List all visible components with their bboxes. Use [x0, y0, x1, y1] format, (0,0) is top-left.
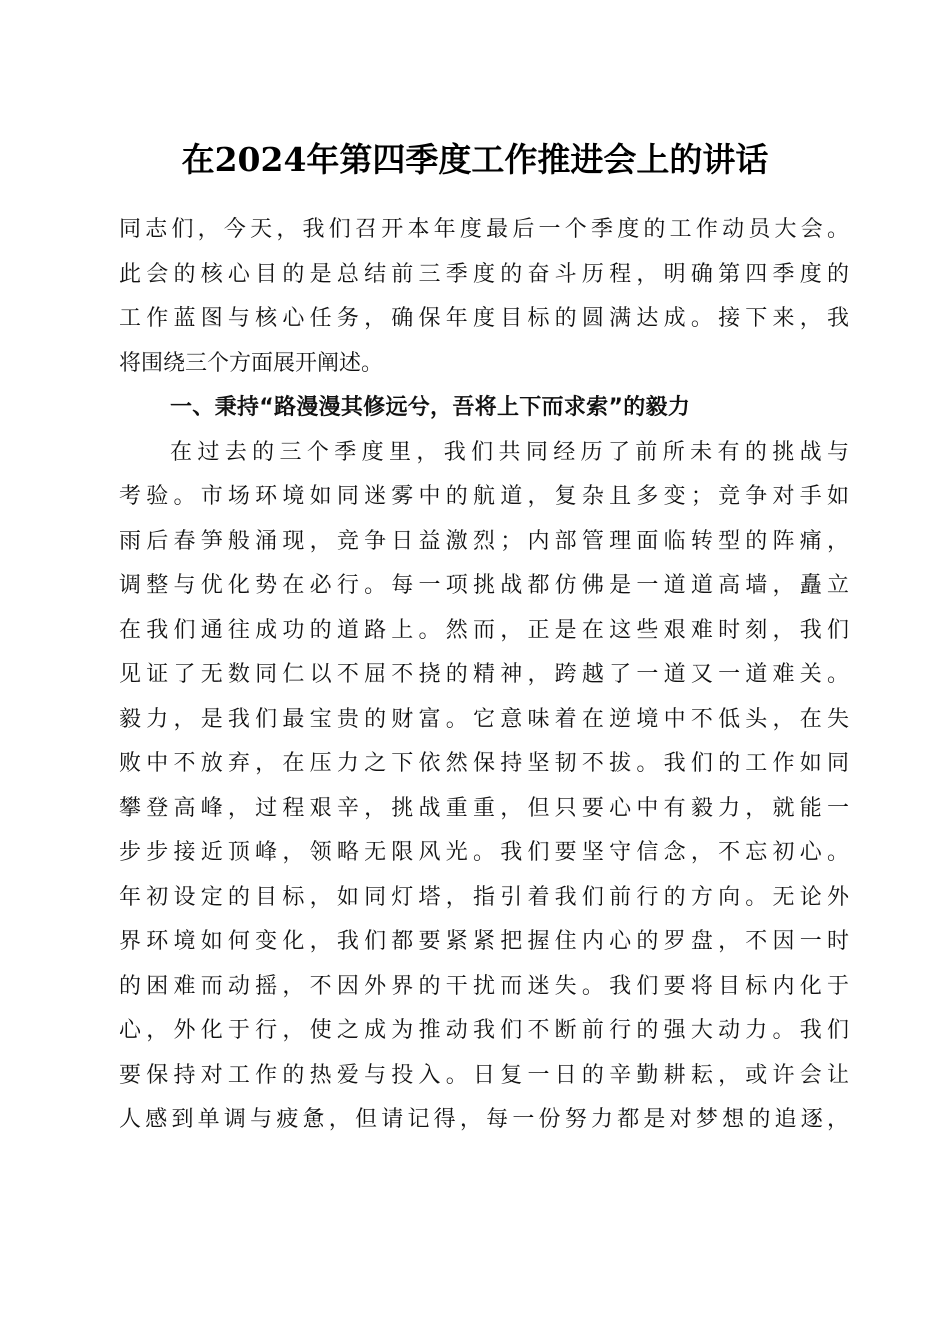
paragraph-line: 调整与优化势在必行。每一项挑战都仿佛是一道道高墙，矗立: [119, 573, 849, 598]
paragraph-line: 工作蓝图与核心任务，确保年度目标的圆满达成。接下来，我: [119, 306, 849, 331]
paragraph-line: 在过去的三个季度里，我们共同经历了前所未有的挑战与: [170, 439, 849, 465]
paragraph-line: 心，外化于行，使之成为推动我们不断前行的强大动力。我们: [119, 1018, 849, 1043]
paragraph-line: 年初设定的目标，如同灯塔，指引着我们前行的方向。无论外: [119, 884, 849, 910]
document-title: 在2024年第四季度工作推进会上的讲话: [181, 140, 769, 179]
paragraph-line: 毅力，是我们最宝贵的财富。它意味着在逆境中不低头，在失: [119, 706, 849, 732]
paragraph-line: 雨后春笋般涌现，竞争日益激烈；内部管理面临转型的阵痛，: [119, 528, 849, 554]
paragraph-line: 攀登高峰，过程艰辛，挑战重重，但只要心中有毅力，就能一: [119, 795, 849, 821]
paragraph-line: 在我们通往成功的道路上。然而，正是在这些艰难时刻，我们: [119, 617, 849, 643]
paragraph-line: 见证了无数同仁以不屈不挠的精神，跨越了一道又一道难关。: [119, 662, 849, 687]
paragraph-line: 的困难而动摇，不因外界的干扰而迷失。我们要将目标内化于: [119, 973, 849, 999]
paragraph-line: 将围绕三个方面展开阐述。: [119, 350, 384, 376]
paragraph-line: 人感到单调与疲惫，但请记得，每一份努力都是对梦想的追逐，: [119, 1107, 849, 1132]
paragraph-line: 界环境如何变化，我们都要紧紧把握住内心的罗盘，不因一时: [119, 929, 849, 954]
paragraph-line: 步步接近顶峰，领略无限风光。我们要坚守信念，不忘初心。: [119, 840, 849, 865]
section-heading: 一、秉持“路漫漫其修远兮，吾将上下而求索”的毅力: [170, 395, 691, 420]
paragraph-line: 考验。市场环境如同迷雾中的航道，复杂且多变；竞争对手如: [119, 484, 849, 509]
paragraph-line: 败中不放弃，在压力之下依然保持坚韧不拔。我们的工作如同: [119, 751, 849, 776]
paragraph-line: 要保持对工作的热爱与投入。日复一日的辛勤耕耘，或许会让: [119, 1062, 849, 1088]
paragraph-line: 此会的核心目的是总结前三季度的奋斗历程，明确第四季度的: [119, 261, 849, 287]
paragraph-line: 同志们，今天，我们召开本年度最后一个季度的工作动员大会。: [119, 217, 849, 242]
document-body: [119, 208, 849, 1143]
